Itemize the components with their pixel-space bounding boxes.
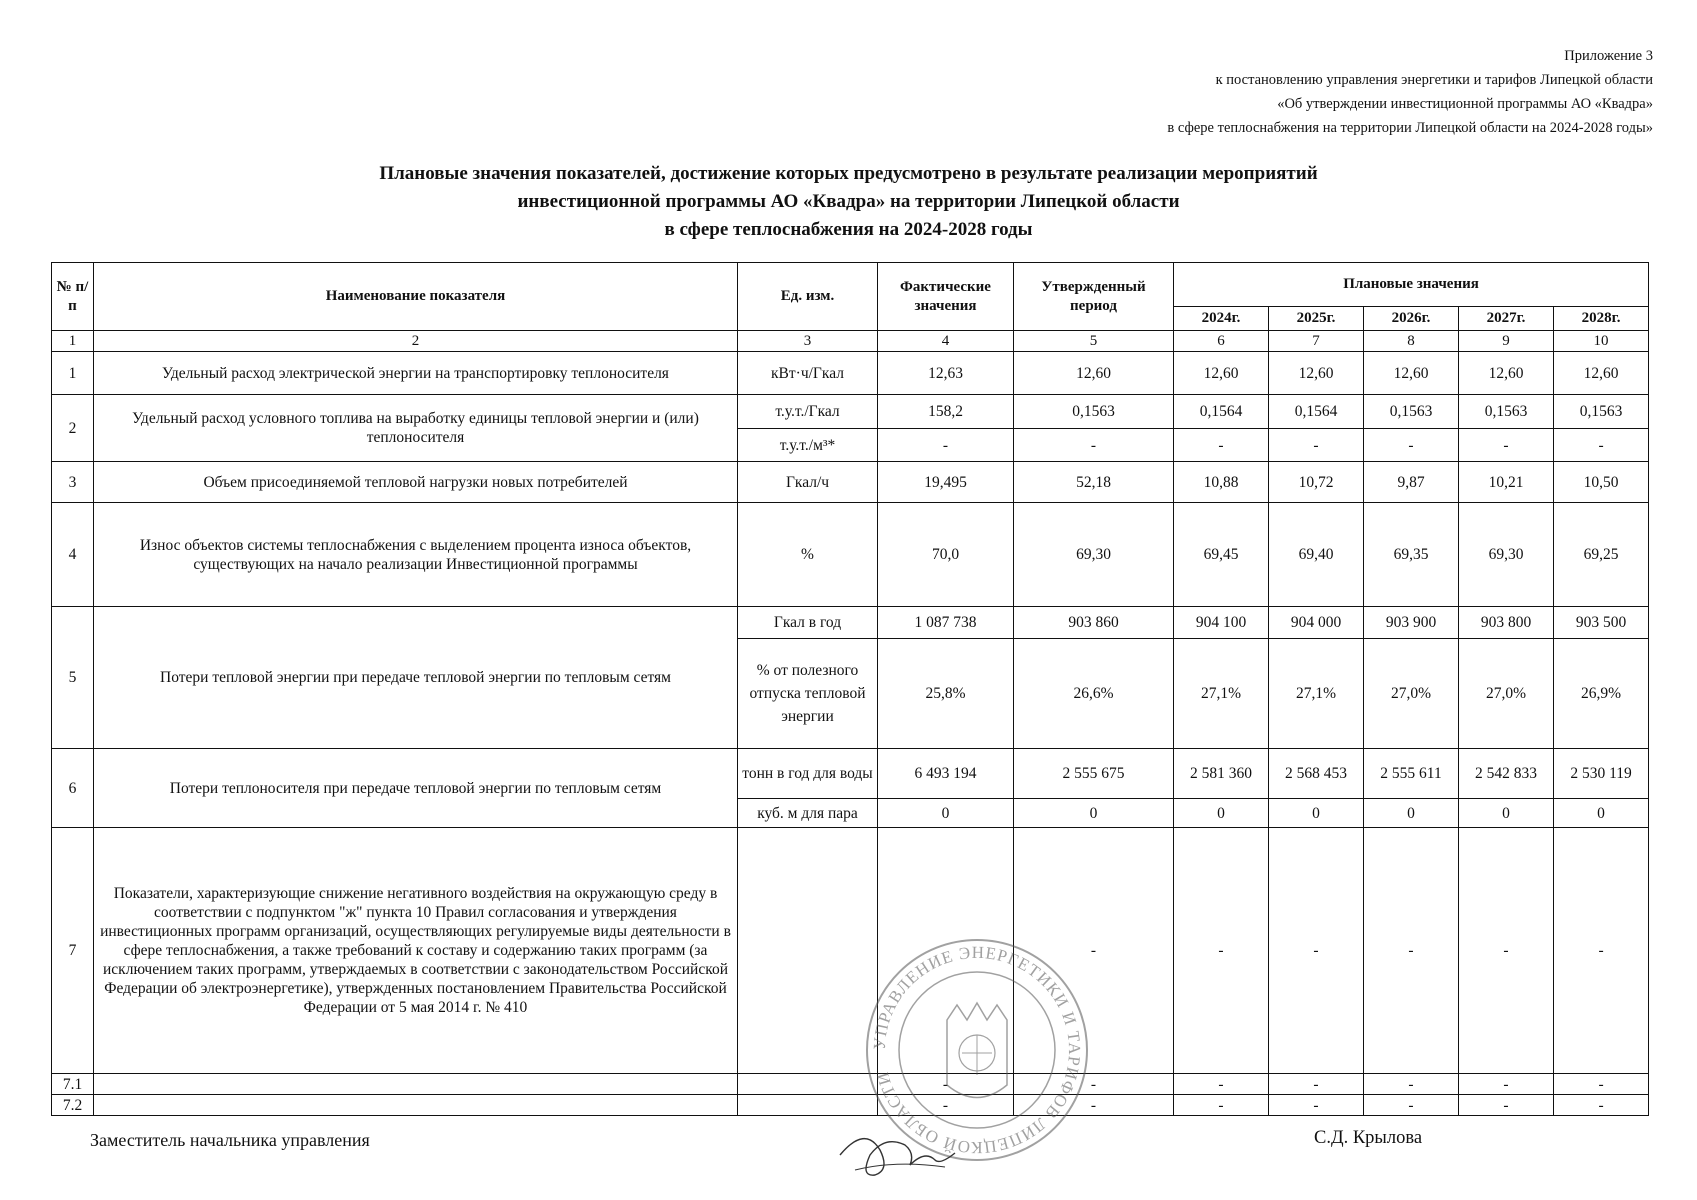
row-actual: -: [878, 1095, 1014, 1116]
row-year-value: 69,45: [1174, 503, 1269, 607]
row-year-value: -: [1554, 1095, 1649, 1116]
row-approved: -: [1014, 429, 1174, 462]
appendix-block: [1167, 44, 1653, 140]
col-number: 2: [94, 331, 738, 352]
indicators-table: [51, 262, 1649, 1116]
header-unit: Ед. изм.: [738, 263, 878, 331]
appendix-line-3: «Об утверждении инвестиционной программы АО «Квадра»: [1277, 96, 1653, 112]
row-year-value: 903 500: [1554, 607, 1649, 639]
row-actual: 0: [878, 799, 1014, 828]
row-unit: % от полезного отпуска тепловой энергии: [738, 639, 878, 749]
col-number: 4: [878, 331, 1014, 352]
row-actual: 70,0: [878, 503, 1014, 607]
header-year: 2028г.: [1554, 307, 1649, 331]
footer-signer: С.Д. Крылова: [1314, 1128, 1423, 1148]
row-approved: 903 860: [1014, 607, 1174, 639]
table-row: [52, 1074, 1649, 1095]
document-title: [0, 160, 1697, 244]
row-unit: %: [738, 503, 878, 607]
row-actual: 12,63: [878, 352, 1014, 395]
row-year-value: 0,1563: [1459, 395, 1554, 429]
row-name: [94, 1095, 738, 1116]
row-unit: тонн в год для воды: [738, 749, 878, 799]
row-year-value: 903 900: [1364, 607, 1459, 639]
row-year-value: 0,1563: [1364, 395, 1459, 429]
header-year: 2027г.: [1459, 307, 1554, 331]
row-year-value: 27,0%: [1364, 639, 1459, 749]
row-year-value: -: [1174, 1074, 1269, 1095]
row-year-value: 2 555 611: [1364, 749, 1459, 799]
row-year-value: -: [1554, 429, 1649, 462]
row-year-value: 12,60: [1269, 352, 1364, 395]
row-actual: 6 493 194: [878, 749, 1014, 799]
row-year-value: 904 000: [1269, 607, 1364, 639]
row-num: 4: [52, 503, 94, 607]
row-year-value: -: [1174, 429, 1269, 462]
row-year-value: 2 530 119: [1554, 749, 1649, 799]
row-unit: т.у.т./м³*: [738, 429, 878, 462]
row-num: 3: [52, 462, 94, 503]
row-year-value: 69,35: [1364, 503, 1459, 607]
row-unit: [738, 1074, 878, 1095]
header-year: 2024г.: [1174, 307, 1269, 331]
row-unit: Гкал/ч: [738, 462, 878, 503]
title-line-2: инвестиционной программы АО «Квадра» на территории Липецкой области: [517, 191, 1180, 212]
row-year-value: 27,0%: [1459, 639, 1554, 749]
row-name: Показатели, характеризующие снижение негативного воздействия на окружающую среду в соответствии с подпунктом "ж" пункта 10 Правил согласования и утверждения инвестиционных программ организаций, осуществляющих регулируемые виды деятельности в сфере теплоснабжения, а также требований к составу и содержанию таких программ (за исключением таких программ, утверждаемых в соответствии с законодательством Российской Федерации об электроэнергетике), утвержденных постановлением Правительства Российской Федерации от 5 мая 2014 г. № 410: [94, 828, 738, 1074]
header-num: № п/п: [52, 263, 94, 331]
row-year-value: -: [1269, 1074, 1364, 1095]
row-year-value: -: [1174, 828, 1269, 1074]
row-year-value: -: [1459, 1095, 1554, 1116]
row-name: Потери тепловой энергии при передаче тепловой энергии по тепловым сетям: [94, 607, 738, 749]
col-number: 6: [1174, 331, 1269, 352]
header-planned: Плановые значения: [1174, 263, 1649, 307]
table-row: [52, 1095, 1649, 1116]
row-approved: -: [1014, 828, 1174, 1074]
row-year-value: 2 542 833: [1459, 749, 1554, 799]
row-num: 1: [52, 352, 94, 395]
row-year-value: 10,88: [1174, 462, 1269, 503]
table-row: [52, 395, 1649, 429]
row-year-value: -: [1269, 1095, 1364, 1116]
row-unit: [738, 828, 878, 1074]
row-unit: кВт·ч/Гкал: [738, 352, 878, 395]
row-approved: 0: [1014, 799, 1174, 828]
row-year-value: 0,1564: [1269, 395, 1364, 429]
row-actual: 158,2: [878, 395, 1014, 429]
row-year-value: 69,40: [1269, 503, 1364, 607]
row-approved: -: [1014, 1074, 1174, 1095]
row-approved: 26,6%: [1014, 639, 1174, 749]
row-approved: 0,1563: [1014, 395, 1174, 429]
row-year-value: -: [1364, 828, 1459, 1074]
header-year: 2025г.: [1269, 307, 1364, 331]
table-row: [52, 503, 1649, 607]
col-number: 9: [1459, 331, 1554, 352]
title-line-1: Плановые значения показателей, достижение которых предусмотрено в результате реализации мероприятий: [379, 163, 1318, 184]
row-year-value: 69,25: [1554, 503, 1649, 607]
row-year-value: 0,1563: [1554, 395, 1649, 429]
row-actual: 19,495: [878, 462, 1014, 503]
row-year-value: 10,50: [1554, 462, 1649, 503]
row-actual: 25,8%: [878, 639, 1014, 749]
row-year-value: -: [1459, 828, 1554, 1074]
header-year: 2026г.: [1364, 307, 1459, 331]
appendix-line-2: к постановлению управления энергетики и тарифов Липецкой области: [1215, 72, 1653, 88]
row-year-value: -: [1459, 429, 1554, 462]
row-year-value: 904 100: [1174, 607, 1269, 639]
row-year-value: 2 581 360: [1174, 749, 1269, 799]
table-row: [52, 352, 1649, 395]
row-actual: -: [878, 429, 1014, 462]
row-year-value: -: [1269, 828, 1364, 1074]
row-year-value: 0: [1459, 799, 1554, 828]
row-actual: -: [878, 1074, 1014, 1095]
row-unit: куб. м для пара: [738, 799, 878, 828]
row-year-value: 12,60: [1174, 352, 1269, 395]
row-name: Объем присоединяемой тепловой нагрузки новых потребителей: [94, 462, 738, 503]
col-number: 10: [1554, 331, 1649, 352]
row-num: 6: [52, 749, 94, 828]
row-year-value: 10,72: [1269, 462, 1364, 503]
row-num: 5: [52, 607, 94, 749]
header-name: Наименование показателя: [94, 263, 738, 331]
row-year-value: 12,60: [1459, 352, 1554, 395]
row-approved: 12,60: [1014, 352, 1174, 395]
row-actual: 1 087 738: [878, 607, 1014, 639]
row-year-value: 0: [1554, 799, 1649, 828]
row-year-value: 0: [1174, 799, 1269, 828]
header-approved: Утвержденный период: [1014, 263, 1174, 331]
row-name: Износ объектов системы теплоснабжения с выделением процента износа объектов, существующих на начало реализации Инвестиционной программы: [94, 503, 738, 607]
row-year-value: 26,9%: [1554, 639, 1649, 749]
col-number: 8: [1364, 331, 1459, 352]
row-year-value: 10,21: [1459, 462, 1554, 503]
row-approved: -: [1014, 1095, 1174, 1116]
row-year-value: 12,60: [1554, 352, 1649, 395]
signature: [835, 1115, 965, 1185]
header-row-1: [52, 263, 1649, 307]
appendix-line-4: в сфере теплоснабжения на территории Липецкой области на 2024-2028 годы»: [1167, 120, 1653, 136]
title-line-3: в сфере теплоснабжения на 2024-2028 годы: [664, 219, 1033, 240]
row-name: Удельный расход условного топлива на выработку единицы тепловой энергии и (или) теплоносителя: [94, 395, 738, 462]
row-num: 7: [52, 828, 94, 1074]
row-year-value: 0: [1364, 799, 1459, 828]
row-approved: 69,30: [1014, 503, 1174, 607]
row-year-value: -: [1459, 1074, 1554, 1095]
row-year-value: 27,1%: [1174, 639, 1269, 749]
table-row: [52, 462, 1649, 503]
row-year-value: 2 568 453: [1269, 749, 1364, 799]
row-year-value: 27,1%: [1269, 639, 1364, 749]
row-name: Удельный расход электрической энергии на транспортировку теплоносителя: [94, 352, 738, 395]
row-year-value: -: [1364, 1074, 1459, 1095]
row-name: Потери теплоносителя при передаче тепловой энергии по тепловым сетям: [94, 749, 738, 828]
row-year-value: -: [1554, 1074, 1649, 1095]
row-year-value: 903 800: [1459, 607, 1554, 639]
row-approved: 2 555 675: [1014, 749, 1174, 799]
row-unit: Гкал в год: [738, 607, 878, 639]
row-name: [94, 1074, 738, 1095]
seal-text: УПРАВЛЕНИЕ ЭНЕРГЕТИКИ И ТАРИФОВ ЛИПЕЦКОЙ ОБЛАСТИ: [869, 942, 1085, 1158]
col-number: 7: [1269, 331, 1364, 352]
row-year-value: 9,87: [1364, 462, 1459, 503]
row-year-value: 12,60: [1364, 352, 1459, 395]
row-year-value: 0,1564: [1174, 395, 1269, 429]
row-year-value: -: [1174, 1095, 1269, 1116]
row-year-value: -: [1364, 1095, 1459, 1116]
row-unit: [738, 1095, 878, 1116]
row-year-value: 69,30: [1459, 503, 1554, 607]
table-row: [52, 828, 1649, 1074]
row-num: 2: [52, 395, 94, 462]
table-row: [52, 607, 1649, 639]
col-number: 3: [738, 331, 878, 352]
row-year-value: -: [1364, 429, 1459, 462]
row-year-value: 0: [1269, 799, 1364, 828]
header-actual: Фактические значения: [878, 263, 1014, 331]
table-row: [52, 749, 1649, 799]
col-number: 5: [1014, 331, 1174, 352]
row-unit: т.у.т./Гкал: [738, 395, 878, 429]
row-num: 7.2: [52, 1095, 94, 1116]
row-num: 7.1: [52, 1074, 94, 1095]
appendix-line-1: Приложение 3: [1564, 48, 1653, 64]
row-year-value: -: [1554, 828, 1649, 1074]
column-numbers-row: [52, 331, 1649, 352]
col-number: 1: [52, 331, 94, 352]
row-year-value: -: [1269, 429, 1364, 462]
footer-position: Заместитель начальника управления: [90, 1130, 370, 1150]
row-approved: 52,18: [1014, 462, 1174, 503]
